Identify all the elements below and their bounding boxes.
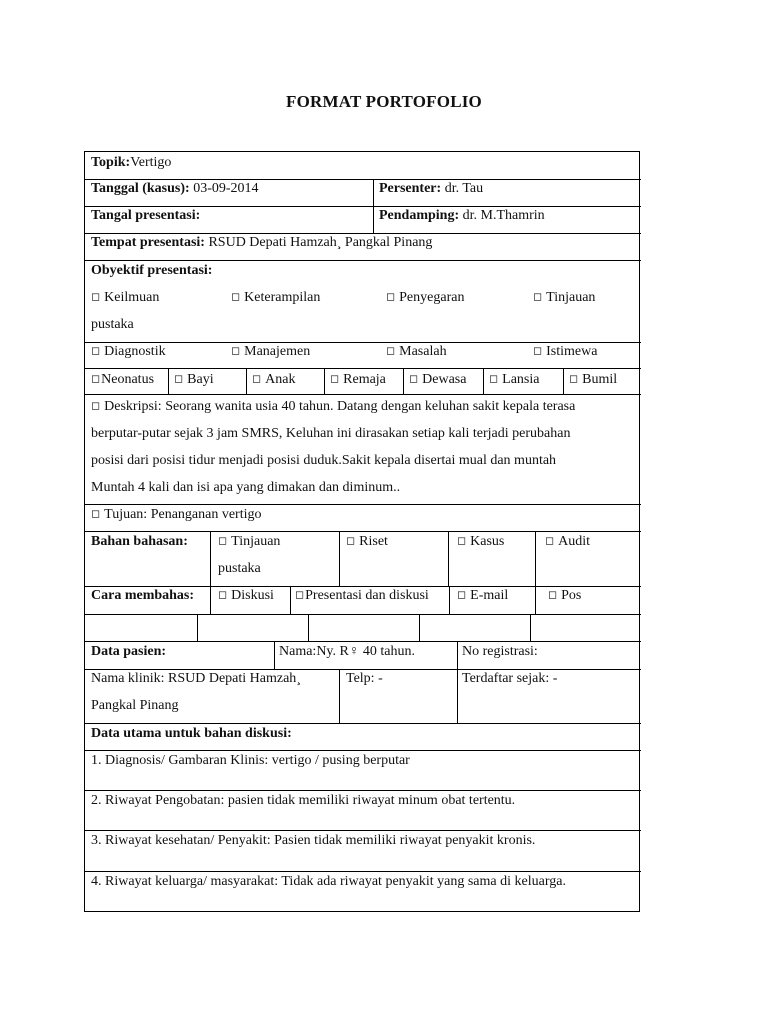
option-label: Presentasi dan diskusi: [305, 588, 429, 603]
option-label: Dewasa: [422, 372, 467, 387]
option-label: Penyegaran: [399, 290, 465, 305]
option-label: Tinjauan: [546, 290, 596, 305]
nama-pasien: Nama:Ny. R♀ 40 tahun.: [279, 644, 415, 659]
obyektif-option-diagnostik[interactable]: [91, 343, 166, 361]
option-lansia[interactable]: [489, 371, 539, 389]
option-label: Tinjauan: [231, 534, 281, 549]
tinjauan-wrap: pustaka: [91, 317, 134, 332]
option-remaja[interactable]: [330, 371, 386, 389]
obyektif-option-keterampilan[interactable]: [231, 289, 320, 307]
checkbox-icon: ◻: [174, 373, 184, 385]
tanggal-label: Tanggal (kasus):: [91, 181, 190, 196]
deskripsi-line-3: posisi dari posisi tidur menjadi posisi duduk.Sakit kepala disertai mual dan muntah: [91, 453, 557, 468]
item-riwayat-pengobatan: 2. Riwayat Pengobatan: pasien tidak memiliki riwayat minum obat tertentu.: [91, 793, 516, 808]
bahan-bahasan-label: [91, 533, 188, 551]
pendamping-label: Pendamping:: [379, 208, 460, 223]
cara-label-text: Cara membahas:: [91, 588, 195, 603]
option-label: Masalah: [399, 344, 447, 359]
topik-row: [91, 154, 171, 172]
bahan-option-tinjauan[interactable]: [218, 533, 280, 551]
checkbox-icon: ◻: [457, 589, 467, 601]
checkbox-icon: ◻: [533, 291, 543, 303]
data-utama-label-text: Data utama untuk bahan diskusi:: [91, 726, 292, 741]
data-pasien-label: [91, 643, 166, 661]
option-label: Neonatus: [101, 372, 155, 387]
checkbox-icon: ◻: [386, 291, 396, 303]
nama-klinik-wrap: Pangkal Pinang: [91, 698, 179, 713]
bahan-option-riset[interactable]: [346, 533, 388, 551]
option-label: Istimewa: [546, 344, 598, 359]
cara-option-pos[interactable]: [548, 587, 581, 605]
checkbox-icon: ◻: [545, 535, 555, 547]
tujuan-value: Penanganan vertigo: [147, 507, 262, 522]
option-bayi[interactable]: [174, 371, 214, 389]
tanggal-kasus: [91, 180, 259, 198]
deskripsi-line-4: Muntah 4 kali dan isi apa yang dimakan dan diminum..: [91, 480, 401, 495]
option-label: Manajemen: [244, 344, 311, 359]
option-label: Audit: [558, 534, 591, 549]
bahan-option-kasus[interactable]: [457, 533, 504, 551]
tangal-presentasi-label: Tangal presentasi:: [91, 208, 201, 223]
item-riwayat-kesehatan: 3. Riwayat kesehatan/ Penyakit: Pasien tidak memiliki riwayat penyakit kronis.: [91, 833, 536, 848]
page-title: FORMAT PORTOFOLIO: [286, 92, 482, 111]
obyektif-label-text: Obyektif presentasi:: [91, 263, 213, 278]
data-pasien-label-text: Data pasien:: [91, 644, 167, 659]
obyektif-option-manajemen[interactable]: [231, 343, 310, 361]
tempat-presentasi: [91, 234, 432, 252]
option-neonatus[interactable]: [91, 371, 154, 389]
data-utama-label: [91, 725, 292, 743]
checkbox-icon: ◻: [409, 373, 419, 385]
checkbox-icon: ◻: [295, 589, 305, 601]
checkbox-icon: ◻: [330, 373, 340, 385]
no-registrasi: No registrasi:: [462, 644, 538, 659]
portfolio-form: [84, 151, 640, 912]
cara-option-diskusi[interactable]: [218, 587, 274, 605]
option-label: Anak: [265, 372, 296, 387]
obyektif-option-tinjauan[interactable]: [533, 289, 595, 307]
checkbox-icon: ◻: [91, 291, 101, 303]
option-label: Lansia: [502, 372, 540, 387]
deskripsi-label: Deskripsi:: [104, 399, 162, 414]
obyektif-option-penyegaran[interactable]: [386, 289, 464, 307]
checkbox-icon: ◻: [457, 535, 467, 547]
option-label: Remaja: [343, 372, 386, 387]
bahan-tinjauan-wrap: pustaka: [218, 561, 261, 576]
checkbox-icon: ◻: [386, 345, 396, 357]
presenter-label: Persenter:: [379, 181, 442, 196]
option-anak[interactable]: [252, 371, 295, 389]
tujuan: [91, 506, 262, 524]
checkbox-icon: ◻: [252, 373, 262, 385]
option-dewasa[interactable]: [409, 371, 466, 389]
checkbox-icon: ◻: [569, 373, 579, 385]
checkbox-icon: ◻: [346, 535, 356, 547]
option-label: Keilmuan: [104, 290, 160, 305]
nama-klinik: Nama klinik: RSUD Depati Hamzah¸: [91, 671, 301, 686]
checkbox-icon: ◻: [218, 535, 228, 547]
tanggal-value: 03-09-2014: [189, 181, 259, 196]
checkbox-icon: ◻: [91, 400, 101, 412]
pendamping: [379, 207, 545, 225]
option-label: Bayi: [187, 372, 214, 387]
topik-value: Vertigo: [130, 155, 172, 170]
obyektif-label: [91, 262, 212, 280]
checkbox-icon: ◻: [91, 345, 101, 357]
checkbox-icon: ◻: [231, 291, 241, 303]
option-label: Bumil: [582, 372, 618, 387]
checkbox-icon: ◻: [231, 345, 241, 357]
obyektif-option-masalah[interactable]: [386, 343, 447, 361]
presenter-value: dr. Tau: [441, 181, 484, 196]
option-label: Riset: [359, 534, 388, 549]
cara-membahas-label: [91, 587, 194, 605]
checkbox-icon: ◻: [91, 373, 101, 385]
option-label: Keterampilan: [244, 290, 321, 305]
deskripsi-text: Seorang wanita usia 40 tahun. Datang dengan keluhan sakit kepala terasa: [161, 399, 576, 414]
deskripsi-line-1: [91, 398, 575, 416]
option-bumil[interactable]: [569, 371, 617, 389]
cara-option-email[interactable]: [457, 587, 508, 605]
terdaftar-sejak: Terdaftar sejak: -: [462, 671, 558, 686]
item-diagnosis: 1. Diagnosis/ Gambaran Klinis: vertigo / pusing berputar: [91, 753, 410, 768]
option-label: Kasus: [470, 534, 505, 549]
checkbox-icon: ◻: [533, 345, 543, 357]
bahan-label-text: Bahan bahasan:: [91, 534, 188, 549]
checkbox-icon: ◻: [91, 508, 101, 520]
tempat-value: RSUD Depati Hamzah¸ Pangkal Pinang: [204, 235, 433, 250]
item-riwayat-keluarga: 4. Riwayat keluarga/ masyarakat: Tidak ada riwayat penyakit yang sama di keluarga.: [91, 874, 566, 889]
telp: Telp: -: [346, 671, 383, 686]
checkbox-icon: ◻: [548, 589, 558, 601]
obyektif-option-keilmuan[interactable]: [91, 289, 159, 307]
tangal-presentasi: [91, 207, 200, 225]
checkbox-icon: ◻: [218, 589, 228, 601]
checkbox-icon: ◻: [489, 373, 499, 385]
obyektif-option-istimewa[interactable]: [533, 343, 597, 361]
option-label: Diagnostik: [104, 344, 166, 359]
topik-label: Topik:: [91, 155, 131, 170]
tempat-label: Tempat presentasi:: [91, 235, 205, 250]
presenter: [379, 180, 483, 198]
tujuan-label: Tujuan:: [104, 507, 148, 522]
deskripsi-line-2: berputar-putar sejak 3 jam SMRS, Keluhan ini dirasakan setiap kali terjadi perubahan: [91, 426, 571, 441]
option-label: Diskusi: [231, 588, 274, 603]
bahan-option-audit[interactable]: [545, 533, 590, 551]
option-label: E-mail: [470, 588, 509, 603]
cara-option-presentasi[interactable]: [295, 587, 429, 605]
pendamping-value: dr. M.Thamrin: [459, 208, 545, 223]
option-label: Pos: [561, 588, 582, 603]
